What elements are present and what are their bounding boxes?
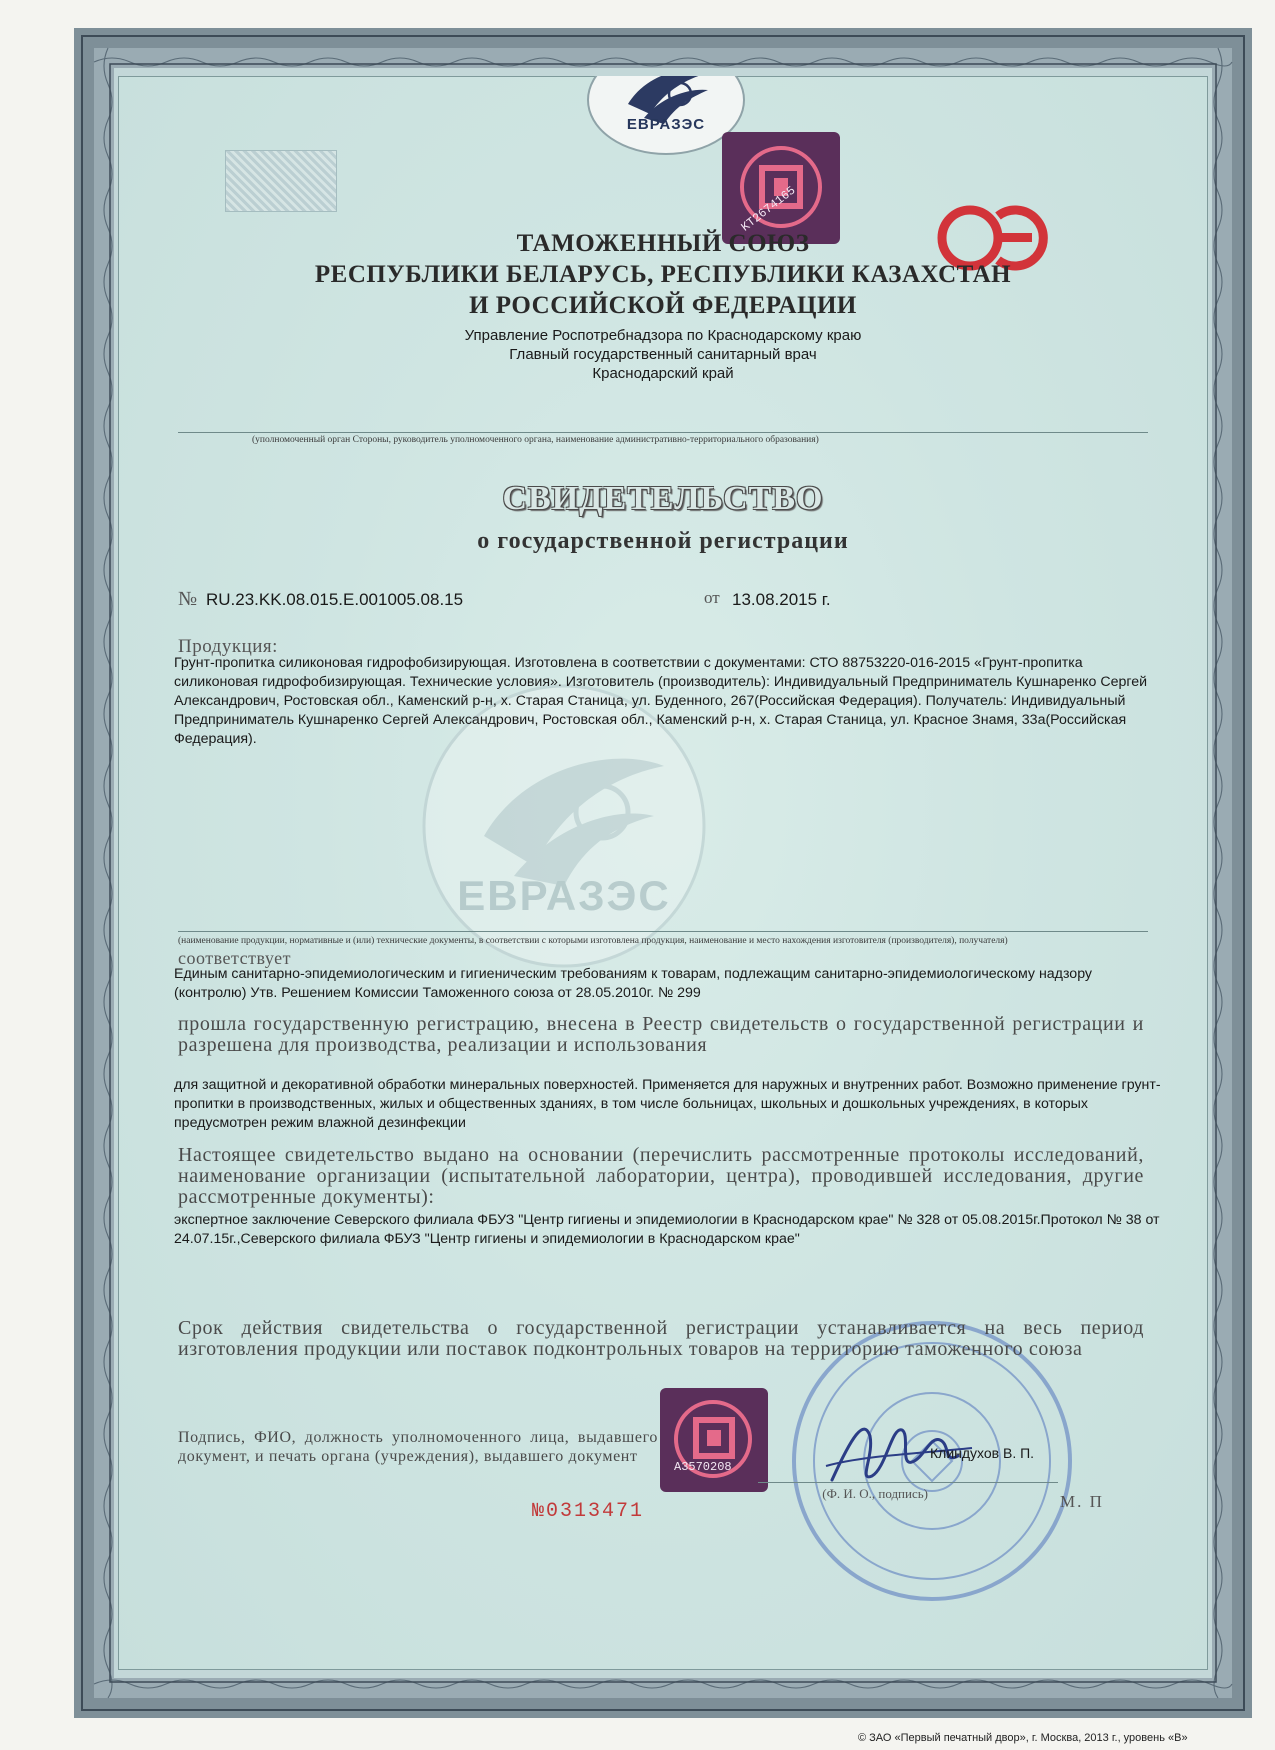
- date-label: от: [704, 588, 720, 607]
- authority-rule: [178, 432, 1148, 433]
- product-label: Продукция:: [178, 636, 278, 657]
- conformity-hologram-top: [722, 132, 840, 244]
- usage-text: для защитной и декоративной обработки минеральных поверхностей. Применяется для наружных и внутренних работ. Возможно применение грунт-пропитки в производственных, жилых и общественных зданиях, в том числе больницах, школьных и дошкольных учреждениях, в которых предусмотрен режим влажной дезинфекции: [174, 1077, 1161, 1131]
- watermark-text: ЕВРАЗЭС: [457, 872, 671, 919]
- signer-rule: [758, 1482, 1058, 1483]
- conformity-label: соответствует: [178, 948, 291, 968]
- certificate-content: [118, 76, 1208, 1670]
- authority-caption: (уполномоченный орган Стороны, руководитель уполномоченного органа, наименование административно-территориального образования): [252, 435, 819, 445]
- product-description: Грунт-пропитка силиконовая гидрофобизирующая. Изготовлена в соответствии с документами: СТО 88753220-016-2015 «Грунт-пропитка силиконовая гидрофобизирующая. Технические условия». Изготовитель (производитель): Индивидуальный Предприниматель Кушнаренко Сергей Александрович, Ростовская обл., Каменский р-н, х. Старая Станица, ул. Буденного, 267(Российская Федерация). Получатель: Индивидуальный Предприниматель Кушнаренко Сергей Александрович, Ростовская обл., Каменский р-н, х. Старая Станица, ул. Красное Знамя, 33а(Российская Федерация).: [174, 655, 1148, 747]
- basis-text: экспертное заключение Северского филиала ФБУЗ "Центр гигиены и эпидемиологии в Краснодарском крае" № 328 от 05.08.2015г.Протокол № 38 от 24.07.15г.,Северского филиала ФБУЗ "Центр гигиены и эпидемиологии в Краснодарском крае": [174, 1212, 1160, 1247]
- union-title-line-2: РЕСПУБЛИКИ БЕЛАРУСЬ, РЕСПУБЛИКИ КАЗАХСТАН: [314, 261, 1012, 288]
- registration-number: RU.23.KK.08.015.E.001005.08.15: [206, 590, 464, 609]
- form-serial-number: №0313471: [532, 1500, 645, 1523]
- eac-sanitary-mark-icon: [722, 132, 840, 244]
- authority-line-1: Управление Роспотребнадзора по Краснодарскому краю: [464, 327, 862, 344]
- certificate-title: СВИДЕТЕЛЬСТВО: [502, 480, 824, 517]
- number-label: №: [178, 588, 198, 610]
- certificate-subtitle: о государственной регистрации: [477, 528, 849, 554]
- hologram-strip: [225, 150, 337, 212]
- evrazes-logo-text: ЕВРАЗЭС: [626, 116, 706, 133]
- product-caption: (наименование продукции, нормативные и (или) технические документы, в соответствии с которыми изготовлена продукция, наименование и место нахождения изготовителя (производителя), получателя): [178, 936, 1008, 946]
- union-title-line-3: И РОССИЙСКОЙ ФЕДЕРАЦИИ: [469, 292, 857, 319]
- hologram-bottom-serial: A3570208: [674, 1460, 732, 1474]
- authority-line-3: Краснодарский край: [592, 365, 734, 382]
- conformity-text: Единым санитарно-эпидемиологическим и гигиеническим требованиям к товарам, подлежащим санитарно-эпидемиологическому надзору (контролю) Утв. Решением Комиссии Таможенного союза от 28.05.2010г. № 299: [174, 966, 1093, 1001]
- eac-sanitary-mark-bottom-icon: [660, 1388, 768, 1492]
- product-rule: [178, 931, 1148, 932]
- registration-date: 13.08.2015 г.: [732, 590, 831, 609]
- registration-statement: прошла государственную регистрацию, внесена в Реестр свидетельств о государственной регистрации и разрешена для производства, реализации и использования: [178, 1013, 1144, 1056]
- authority-line-2: Главный государственный санитарный врач: [509, 346, 817, 363]
- signer-caption: (Ф. И. О., подпись): [822, 1486, 928, 1501]
- union-title-line-1: ТАМОЖЕННЫЙ СОЮЗ: [516, 230, 810, 257]
- signature-statement: Подпись, ФИО, должность уполномоченного лица, выдавшего документ, и печать органа (учреждения), выдавшего документ: [178, 1429, 658, 1465]
- printer-imprint: © ЗАО «Первый печатный двор», г. Москва, 2013 г., уровень «В»: [858, 1732, 1188, 1744]
- validity-statement: Срок действия свидетельства о государственной регистрации устанавливается на весь период изготовления продукции или поставок подконтрольных товаров на территорию таможенного союза: [178, 1317, 1144, 1360]
- stamp-place-label: М. П: [1060, 1492, 1104, 1511]
- conformity-hologram-bottom: [660, 1388, 768, 1492]
- basis-statement: Настоящее свидетельство выдано на основании (перечислить рассмотренные протоколы исследований, наименование организации (испытательной лаборатории, центра), проводившей исследования, другие рассмотренные документы):: [178, 1144, 1144, 1208]
- hologram-top-serial: KT2674165: [738, 183, 799, 235]
- signer-name: Клиндухов В. П.: [930, 1445, 1035, 1461]
